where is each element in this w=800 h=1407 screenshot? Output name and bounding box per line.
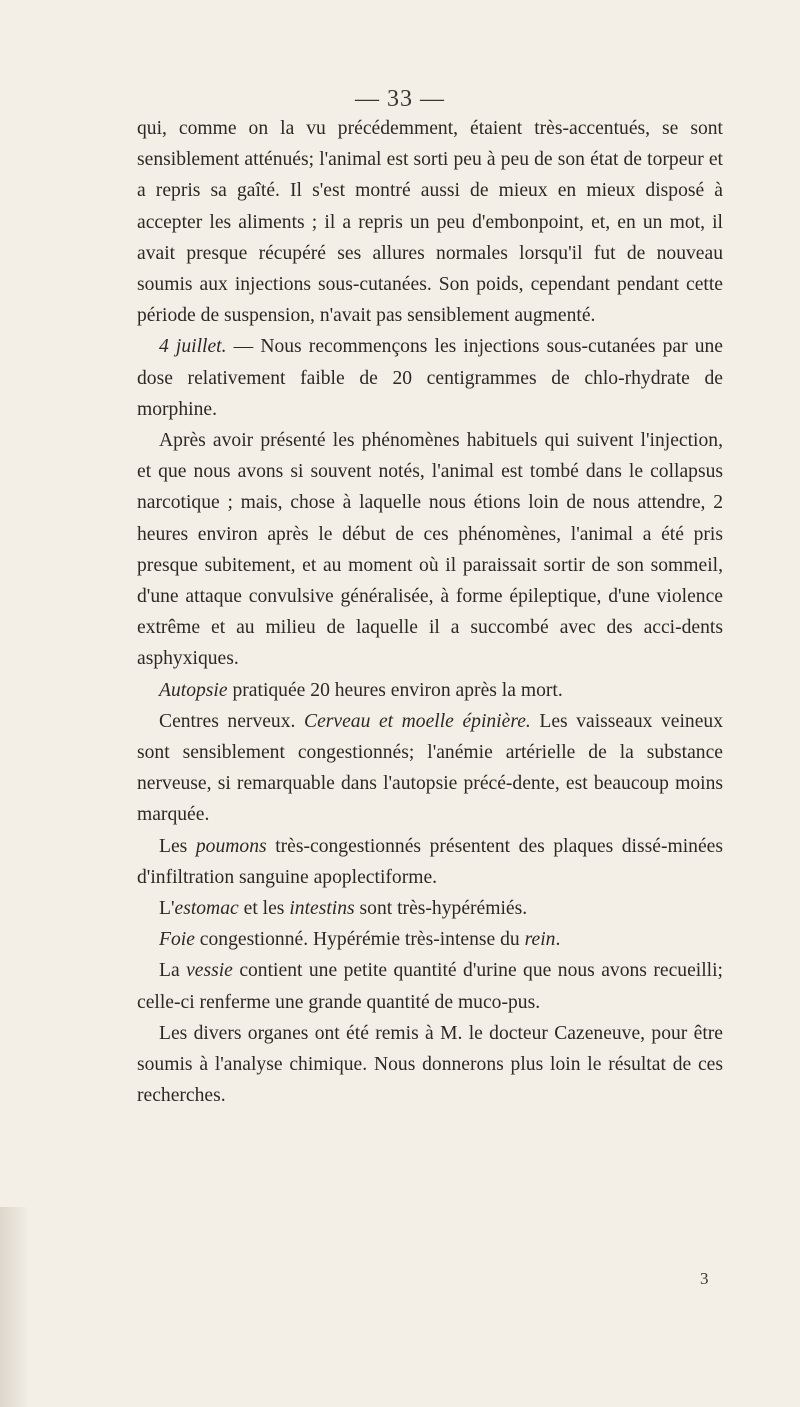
text-segment: — Nous recommençons les injections sous-cutanées par une dose relativement faible de 20 centigrammes de chlo-rhydrate de morphine. xyxy=(137,336,723,420)
text-segment: . xyxy=(555,929,561,951)
paragraph-p8 xyxy=(137,924,723,955)
paragraph-p7 xyxy=(137,893,723,924)
page-header: — 33 — xyxy=(355,86,445,112)
text-segment: Les vaisseaux veineux sont sensiblement congestionnés; l'anémie artérielle de la substance nerveuse, si remarquable dans l'autopsie précé-dente, est beaucoup moins marquée. xyxy=(137,710,724,826)
text-segment: contient une petite quantité d'urine que nous avons recueilli; celle-ci renferme une grande quantité de muco-pus. xyxy=(137,960,723,1013)
paragraph-p10 xyxy=(137,1018,723,1112)
italic-term: Cerveau et moelle épinière. xyxy=(304,710,531,732)
text-segment: Les xyxy=(159,835,196,857)
italic-term: intestins xyxy=(289,898,355,920)
paragraph-p5 xyxy=(137,706,723,831)
italic-term: estomac xyxy=(174,898,239,920)
italic-term: rein xyxy=(524,929,556,951)
text-segment: Centres nerveux. xyxy=(159,710,304,732)
body-text xyxy=(137,113,723,1112)
paragraph-p1 xyxy=(137,113,723,331)
italic-term: poumons xyxy=(195,835,267,857)
autopsy-heading: Autopsie xyxy=(159,679,228,701)
text-segment: qui, comme on la vu précédemment, étaient très-accentués, se sont sensiblement atténués; l'animal est sorti peu à peu de son état de torpeur et a repris sa gaîté. Il s'est montré aussi de mieux en mieux disposé à accepter les aliments ; il a repris un peu d'embonpoint, et, en un mot, il avait presque récupéré ses allures normales lorsqu'il fut de nouveau soumis aux injections sous-cutanées. Son poids, cependant pendant cette période de suspension, n'avait pas sensiblement augmenté. xyxy=(137,118,723,327)
paragraph-p6 xyxy=(137,831,723,893)
paragraph-p2 xyxy=(137,331,723,425)
text-segment: pratiquée 20 heures environ après la mort. xyxy=(227,679,563,701)
signature-mark: 3 xyxy=(700,1269,709,1288)
text-segment: sont très-hypérémiés. xyxy=(354,898,528,920)
text-segment: très-congestionnés présentent des plaques dissé-minées d'infiltration sanguine apoplectiforme. xyxy=(137,835,723,888)
italic-term: Foie xyxy=(159,929,195,951)
date-heading: 4 juillet. xyxy=(159,336,227,358)
text-segment: et les xyxy=(238,898,290,920)
italic-term: vessie xyxy=(186,960,233,982)
text-segment: L' xyxy=(159,898,175,920)
paragraph-p3 xyxy=(137,425,723,675)
page-edge-stain xyxy=(0,1207,30,1407)
text-segment: Après avoir présenté les phénomènes habituels qui suivent l'injection, et que nous avons si souvent notés, l'animal est tombé dans le collapsus narcotique ; mais, chose à laquelle nous étions loin de nous attendre, 2 heures environ après le début de ces phénomènes, l'animal a été pris presque subitement, et au moment où il paraissait sortir de son sommeil, d'une attaque convulsive généralisée, à forme épileptique, d'une violence extrême et au milieu de laquelle il a succombé avec des acci-dents asphyxiques. xyxy=(137,430,723,670)
text-segment: Les divers organes ont été remis à M. le docteur Cazeneuve, pour être soumis à l'analyse chimique. Nous donnerons plus loin le résultat de ces recherches. xyxy=(137,1022,723,1107)
text-segment: congestionné. Hypérémie très-intense du xyxy=(194,929,525,951)
paragraph-p9 xyxy=(137,955,723,1017)
text-segment: La xyxy=(159,960,187,982)
paragraph-p4 xyxy=(137,675,723,706)
